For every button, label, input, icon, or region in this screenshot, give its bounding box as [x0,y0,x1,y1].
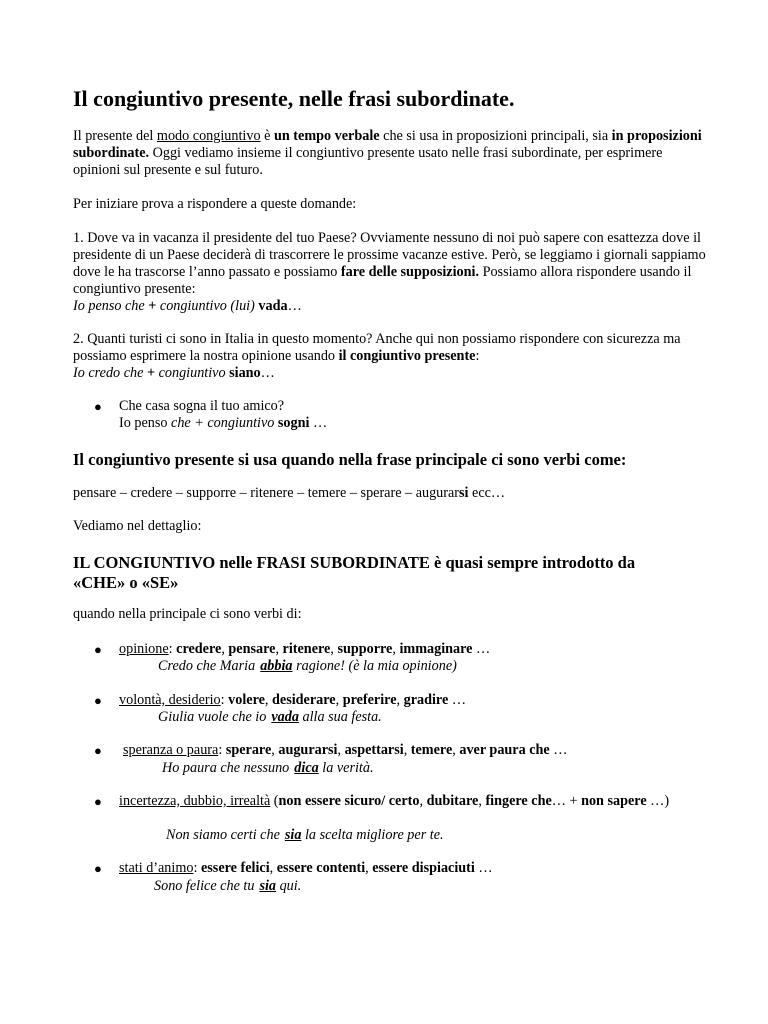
example-tail: la scelta migliore per te. [301,827,444,843]
category-item [119,793,679,810]
category-verb: volere [228,692,265,708]
category-separator: … + [551,793,582,809]
example-verb: sia [259,878,277,894]
category-separator: …) [646,793,670,809]
subordinate-heading: IL CONGIUNTIVO nelle FRASI SUBORDINATE è quasi sempre introdotto da «CHE» o «SE» [73,553,636,592]
category-separator: … [472,641,491,657]
example-text: Sono felice che tu [154,878,255,894]
category-lead: ( [270,793,279,809]
category-verb: aver paura che [459,742,550,758]
bullet-icon: ● [94,861,102,876]
category-verb: immaginare [399,641,473,657]
example-tail: ragione! (è la mia opinione) [292,658,457,674]
q1-bold: fare delle supposizioni. [340,264,480,280]
category-separator: , [330,641,338,657]
category-verb: supporre [337,641,393,657]
example-verb: sia [284,827,302,843]
example-verb: abbia [260,658,293,674]
category-label: opinione [119,641,169,657]
q1-example-italic-2: congiuntivo (lui) [156,298,259,314]
category-verb: augurarsi [278,742,338,758]
verbs-bold: si [459,485,469,501]
category-separator: , [419,793,427,809]
category-separator: , [365,860,373,876]
category-label: stati d’animo [119,860,194,876]
category-example [158,658,457,675]
category-verb: desiderare [272,692,336,708]
q3-text: Io penso [119,415,172,431]
q1-example-end: … [287,298,302,314]
category-lead: : [168,641,177,657]
bullet-icon: ● [94,743,102,758]
q3-verb: sogni [277,415,310,431]
category-separator: , [264,692,273,708]
q3-line-1: Che casa sogna il tuo amico? [119,398,285,414]
example-tail: qui. [276,878,302,894]
category-separator: … [474,860,493,876]
category-verb: gradire [403,692,449,708]
verbs-list [73,485,713,502]
bullet-icon: ● [94,693,102,708]
intro-text-2: è [260,128,274,144]
category-separator: , [337,742,345,758]
category-verb: non essere sicuro/ certo [278,793,420,809]
example-text: Credo che Maria [158,658,256,674]
q2-example-plus: + [146,365,156,381]
category-verb: non sapere [581,793,647,809]
category-verb: dubitare [426,793,479,809]
q2-example-verb: siano [229,365,261,381]
category-verb: pensare [228,641,276,657]
category-separator: , [275,641,283,657]
category-verb: temere [410,742,453,758]
example-text: Non siamo certi che [166,827,280,843]
bullet-icon: ● [94,642,102,657]
category-verb: essere dispiaciuti [372,860,475,876]
q1-example-plus: + [148,298,157,314]
category-separator: , [392,641,400,657]
category-verb: essere felici [200,860,270,876]
example-tail: alla sua festa. [298,709,382,725]
intro-paragraph [73,128,713,179]
category-separator: , [478,793,486,809]
when-paragraph: quando nella principale ci sono verbi di: [73,606,302,622]
category-separator: , [271,742,279,758]
category-example [158,709,382,726]
category-separator: , [396,692,404,708]
q3-end: … [309,415,328,431]
prompt-paragraph: Per iniziare prova a rispondere a queste domande: [73,196,357,212]
category-lead: : [220,692,229,708]
category-verb: essere contenti [276,860,366,876]
q1-example-verb: vada [258,298,288,314]
detail-paragraph: Vediamo nel dettaglio: [73,518,202,534]
category-item [119,692,679,709]
q2-example-end: … [260,365,275,381]
intro-text-3: che si usa in proposizioni principali, sia [379,128,612,144]
question-1 [73,230,713,315]
modo-congiuntivo-link[interactable]: modo congiuntivo [156,128,261,144]
bullet-icon: ● [94,399,102,414]
category-item [119,641,679,658]
category-example [162,760,374,777]
q1-text-2: Possiamo allora rispondere usando il congiuntivo presente: [73,264,692,297]
category-separator: , [403,742,411,758]
category-separator: , [269,860,277,876]
q2-text-1: 2. Quanti turisti ci sono in Italia in questo momento? Anche qui non possiamo rispondere con sicurezza ma possiamo esprimere la nostra opinione usando [73,331,681,364]
category-example [154,878,301,895]
category-separator: … [448,692,466,708]
example-tail: la verità. [318,760,374,776]
example-verb: vada [271,709,299,725]
category-separator: , [221,641,229,657]
category-lead: : [218,742,226,758]
category-lead: : [193,860,201,876]
category-verb: credere [176,641,222,657]
category-verb: fingere che [485,793,552,809]
category-label: incertezza, dubbio, irrealtà [119,793,271,809]
question-2 [73,331,713,382]
q2-text-2: : [475,348,480,364]
category-verb: aspettarsi [344,742,404,758]
category-label: volontà, desiderio [119,692,221,708]
q2-example-italic-2: congiuntivo [155,365,230,381]
q1-text-1: 1. Dove va in vacanza il presidente del tuo Paese? Ovviamente nessuno di noi può sapere con esattezza dove il presidente di un Paese deciderà di trascorrere le prossime vacanze estive. Però, se leggiamo i giornali sappiamo dove le ha trascorse l’anno passato e possiamo [73,230,706,280]
bullet-icon: ● [94,794,102,809]
intro-bold-1: un tempo verbale [273,128,380,144]
category-example [166,827,444,844]
category-separator: … [549,742,568,758]
q3-italic: che + congiuntivo [171,415,275,431]
category-separator: , [452,742,460,758]
category-verb: sperare [225,742,272,758]
category-item [119,742,679,759]
q1-example-italic-1: Io penso che [73,298,149,314]
category-verb: preferire [342,692,397,708]
category-item [119,860,679,877]
example-text: Ho paura che nessuno [162,760,290,776]
example-verb: dica [294,760,319,776]
q2-example-italic-1: Io credo che [73,365,147,381]
question-3 [119,398,679,432]
category-verb: ritenere [282,641,331,657]
page-title: Il congiuntivo presente, nelle frasi subordinate. [73,86,515,111]
example-text: Giulia vuole che io [158,709,267,725]
q2-bold: il congiuntivo presente [338,348,476,364]
category-separator: , [335,692,343,708]
section-heading: Il congiuntivo presente si usa quando nella frase principale ci sono verbi come: [73,450,627,469]
verbs-text: pensare – credere – supporre – ritenere – temere – sperare – augurar [73,485,460,501]
category-label: speranza o paura [123,742,219,758]
intro-text-1: Il presente del [73,128,157,144]
intro-text-4: Oggi vediamo insieme il congiuntivo presente usato nelle frasi subordinate, per esprimere opinioni sul presente e sul futuro. [73,145,663,178]
intro-bold-2: in proposizioni subordinate. [73,128,702,161]
verbs-end: ecc… [468,485,506,501]
